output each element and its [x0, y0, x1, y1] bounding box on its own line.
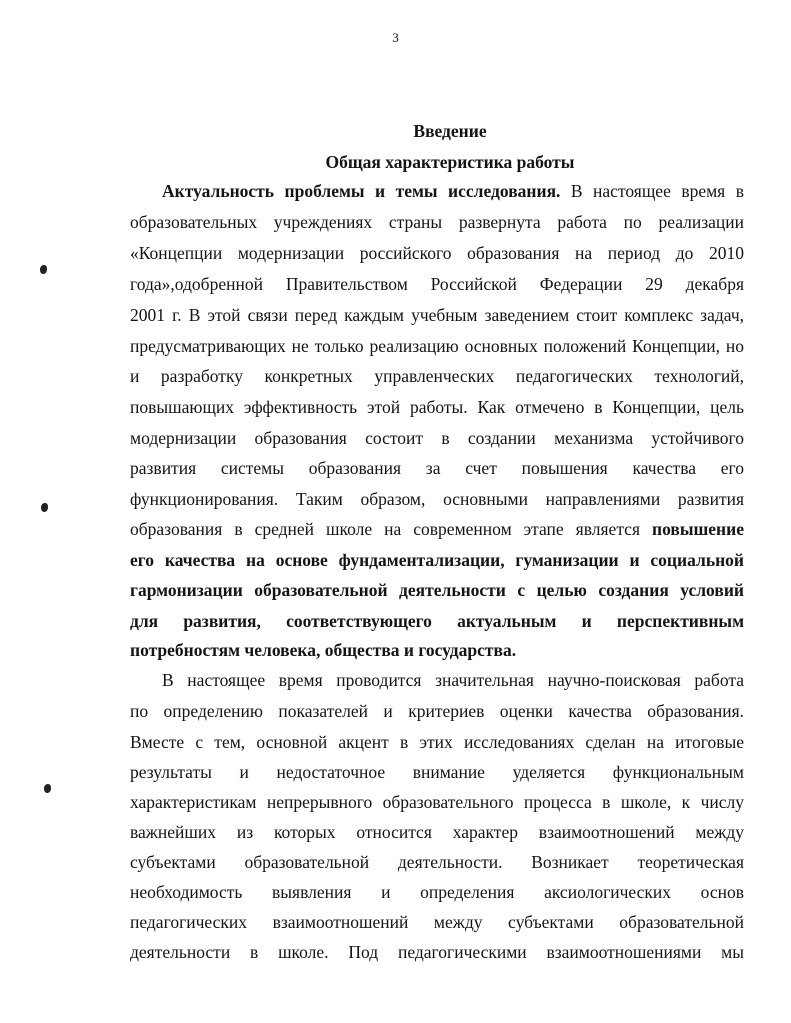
paragraph1-line-12-normal: образования в средней школе на современном этапе является [130, 519, 652, 539]
paragraph1-line-15 [130, 611, 744, 631]
paragraph1-line-6: предусматривающих не только реализацию основных положений Концепции, но [130, 336, 744, 356]
paragraph1-line-5: 2001 г. В этой связи перед каждым учебным заведением стоит комплекс задач, [130, 305, 744, 325]
paragraph1-line-7: и разработку конкретных управленческих педагогических технологий, [130, 366, 744, 386]
paragraph1-line-16-bold: потребностям человека, общества и государства. [130, 640, 517, 660]
paragraph2-line-6: важнейших из которых относится характер взаимоотношений между [130, 822, 744, 842]
paragraph2-line-10: деятельности в школе. Под педагогическими взаимоотношениями мы [130, 942, 744, 962]
paragraph2-line-2: по определению показателей и критериев оценки качества образования. [130, 701, 744, 721]
section-heading: Введение [413, 121, 487, 141]
paragraph1-line-12 [130, 519, 744, 539]
subsection-heading: Общая характеристика работы [325, 152, 575, 172]
scan-mark [41, 503, 48, 512]
paragraph1-line-1 [162, 181, 744, 201]
paragraph1-line-16 [130, 640, 744, 660]
paragraph1-line-3: «Концепции модернизации российского образования на период до 2010 [130, 243, 744, 263]
page-number: 3 [392, 30, 399, 45]
paragraph1-line-1-rest: В настоящее время в [560, 181, 744, 201]
paragraph2-line-7: субъектами образовательной деятельности. Возникает теоретическая [130, 852, 744, 872]
paragraph1-line-13 [130, 550, 744, 570]
paragraph1-line-13-bold: его качества на основе фундаментализации, гуманизации и социальной [130, 550, 744, 570]
paragraph1-line-14-bold: гармонизации образовательной деятельности с целью создания условий [130, 580, 744, 600]
paragraph1-line-12-bold: повышение [652, 519, 744, 539]
paragraph2-line-8: необходимость выявления и определения аксиологических основ [130, 882, 744, 902]
paragraph1-line-14 [130, 580, 744, 600]
paragraph2-line-9: педагогических взаимоотношений между субъектами образовательной [130, 912, 744, 932]
paragraph1-line-9: модернизации образования состоит в создании механизма устойчивого [130, 428, 744, 448]
paragraph1-line-8: повышающих эффективность этой работы. Как отмечено в Концепции, цель [130, 397, 744, 417]
paragraph2-line-4: результаты и недостаточное внимание уделяется функциональным [130, 762, 744, 782]
paragraph2-line-3: Вместе с тем, основной акцент в этих исследованиях сделан на итоговые [130, 732, 744, 752]
paragraph1-lead: Актуальность проблемы и темы исследования. [162, 181, 561, 201]
paragraph2-line-5: характеристикам непрерывного образовательного процесса в школе, к числу [130, 792, 744, 812]
paragraph2-line-1: В настоящее время проводится значительная научно-поисковая работа [162, 670, 744, 690]
paragraph1-line-15-bold: для развития, соответствующего актуальным и перспективным [130, 611, 744, 631]
scan-mark [44, 784, 51, 793]
paragraph1-line-10: развития системы образования за счет повышения качества его [130, 458, 744, 478]
paragraph1-line-2: образовательных учреждениях страны развернута работа по реализации [130, 212, 744, 232]
paragraph1-line-11: функционирования. Таким образом, основными направлениями развития [130, 489, 744, 509]
scan-mark [40, 265, 47, 274]
paragraph1-line-4: года»,одобренной Правительством Российской Федерации 29 декабря [130, 274, 744, 294]
